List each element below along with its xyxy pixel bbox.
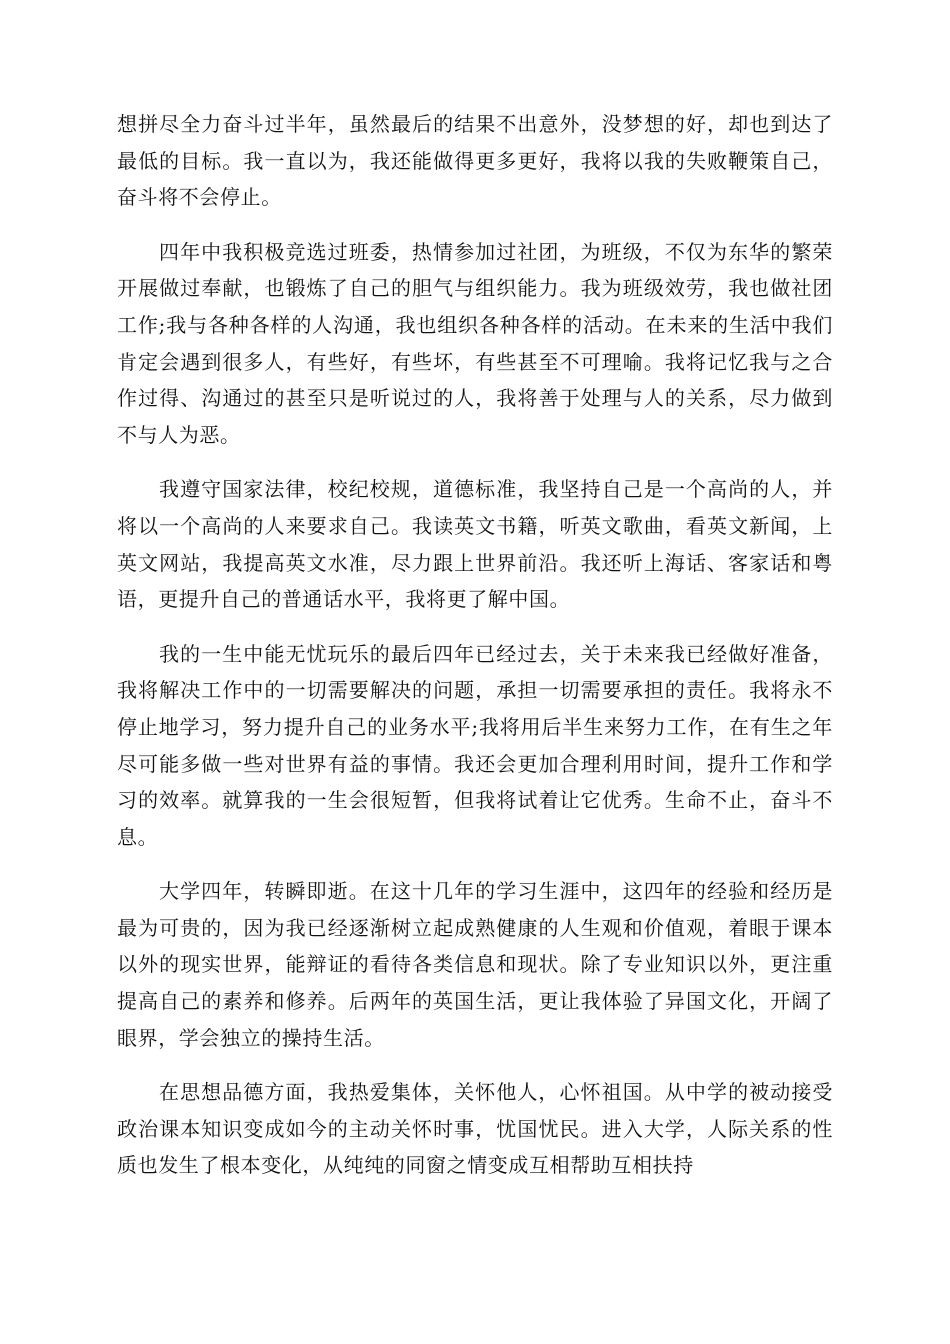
document-page [117,106,833,1202]
paragraph-class-committee: 四年中我积极竞选过班委，热情参加过社团，为班级，不仅为东华的繁荣开展做过奉献，也锻炼了自己的胆气与组织能力。我为班级效劳，我也做社团工作;我与各种各样的人沟通，我也组织各种各样的活动。在未来的生活中我们肯定会遇到很多人，有些好，有些坏，有些甚至不可理喻。我将记忆我与之合作过得、沟通过的甚至只是听说过的人，我将善于处理与人的关系，尽力做到不与人为恶。 [117,239,833,447]
paragraph-law-and-english: 我遵守国家法律，校纪校规，道德标准，我坚持自己是一个高尚的人，并将以一个高尚的人来要求自己。我读英文书籍，听英文歌曲，看英文新闻，上英文网站，我提高英文水准，尽力跟上世界前沿。我还听上海话、客家话和粤语，更提升自己的普通话水平，我将更了解中国。 [117,477,833,612]
paragraph-four-years: 大学四年，转瞬即逝。在这十几年的学习生涯中，这四年的经验和经历是最为可贵的，因为我已经逐渐树立起成熟健康的人生观和价值观，着眼于课本以外的现实世界，能辩证的看待各类信息和现状。除了专业知识以外，更注重提高自己的素养和修养。后两年的英国生活，更让我体验了异国文化，开阔了眼界，学会独立的操持生活。 [117,879,833,1050]
paragraph-moral-character: 在思想品德方面，我热爱集体，关怀他人，心怀祖国。从中学的被动接受政治课本知识变成如今的主动关怀时事，忧国忧民。进入大学，人际关系的性质也发生了根本变化，从纯纯的同窗之情变成互相帮助互相扶持 [117,1080,833,1178]
paragraph-future-plans: 我的一生中能无忧玩乐的最后四年已经过去，关于未来我已经做好准备，我将解决工作中的一切需要解决的问题，承担一切需要承担的责任。我将永不停止地学习，努力提升自己的业务水平;我将用后半生来努力工作，在有生之年尽可能多做一些对世界有益的事情。我还会更加合理利用时间，提升工作和学习的效率。就算我的一生会很短暂，但我将试着让它优秀。生命不止，奋斗不息。 [117,641,833,849]
paragraph-continuation: 想拼尽全力奋斗过半年，虽然最后的结果不出意外，没梦想的好，却也到达了最低的目标。我一直以为，我还能做得更多更好，我将以我的失败鞭策自己，奋斗将不会停止。 [117,112,833,210]
